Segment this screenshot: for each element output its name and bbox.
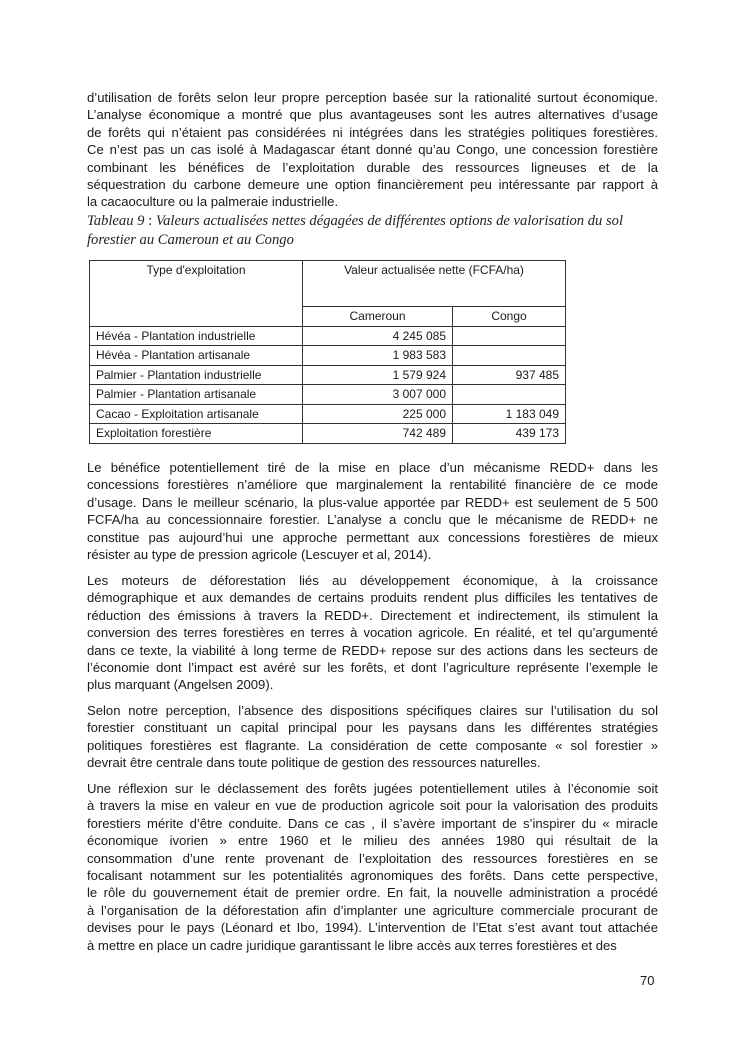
text-line: FCFA/ha au concessionnaire forestier. L’analyse a conclu que le mécanisme de REDD+ ne [87,512,658,528]
text-line: devises pour le pays (Léonard et Ibo, 1994). L’intervention de l’Etat s’est avant tout attachée [87,920,658,936]
cell-cameroun: 4 245 085 [303,326,453,346]
text-line: dans ce texte, la viabilité à long terme de REDD+ repose sur des actions dans les secteurs de [87,642,658,658]
text-line: le rôle du gouvernement était de premier ordre. En fait, la nouvelle administration a procédé [87,885,658,901]
cell-congo: 439 173 [453,424,566,444]
text-line: Les moteurs de déforestation liés au développement économique, à la croissance [87,573,658,588]
text-line: à mettre en place un cadre juridique garantissant le libre accès aux terres forestières et des [87,937,617,953]
paragraph-3 [87,572,658,694]
text-line: forestiers mérite d’être conduite. Dans ce cas , il s’avère important de s’inspirer du « miracle [87,815,658,831]
text-line: Le bénéfice potentiellement tiré de la mise en place d’un mécanisme REDD+ dans les [87,460,658,475]
cell-type: Palmier - Plantation industrielle [90,365,303,385]
table-row [90,424,566,444]
text-line: concessions forestières n’améliore que marginalement la rentabilité financière de ce mode [87,477,658,493]
value-table [89,260,566,444]
paragraph-4 [87,702,658,772]
cell-congo: 1 183 049 [453,404,566,424]
paragraph-1 [87,89,658,211]
table-row [90,326,566,346]
text-line: devrait être centrale dans toute politique de gestion des ressources naturelles. [87,755,541,771]
text-line: d’usage. Dans le meilleur scénario, la plus-value apportée par REDD+ est seulement de 5 500 [87,494,658,510]
cell-cameroun: 225 000 [303,404,453,424]
table-row [90,365,566,385]
cell-cameroun: 3 007 000 [303,385,453,405]
page-number: 70 [640,973,655,988]
text-line: de forêts qui n’étaient pas considérées ni intégrées dans les stratégies politiques forestières. [87,124,658,140]
header-congo: Congo [453,307,566,327]
header-value: Valeur actualisée nette (FCFA/ha) [303,261,566,307]
text-line: à l’organisation de la déforestation afin d’implanter une agriculture commerciale procurant de [87,902,658,918]
caption-text-2: forestier au Cameroun et au Congo [87,232,294,248]
cell-cameroun: 1 983 583 [303,346,453,366]
text-line: constitue pas aujourd’hui une approche permettant aux concessions forestières de mieux [87,529,658,545]
cell-type: Hévéa - Plantation industrielle [90,326,303,346]
cell-type: Exploitation forestière [90,424,303,444]
text-line: focalisant notamment sur les potentialités agronomiques des forêts. Dans cette perspective, [87,867,658,883]
text-line: résister au type de pression agricole (Lescuyer et al, 2014). [87,546,432,562]
cell-congo [453,385,566,405]
cell-congo [453,326,566,346]
text-line: consommation d’une rente provenant de l’exploitation des ressources forestières en se [87,850,658,866]
header-cameroun: Cameroun [303,307,453,327]
text-line: Ce n’est pas un cas isolé à Madagascar étant donné qu’au Congo, une concession forestière [87,142,658,158]
table-row [90,346,566,366]
cell-congo [453,346,566,366]
text-line: forestier constituant un capital principal pour les paysans dans les différentes stratégies [87,720,658,736]
caption-text: Valeurs actualisées nettes dégagées de différentes options de valorisation du sol [155,213,624,229]
text-line: séquestration du carbone demeure une option financièrement peu intéressante par rapport à [87,176,658,192]
table-caption: Tableau 9 : Valeurs actualisées nettes dégagées de différentes options de valorisation du sol forestier au Cameroun et au Congo [87,213,624,248]
header-type: Type d'exploitation [90,261,303,327]
text-line: démographique et aux demandes de certains produits rendent plus difficiles les tentatives de [87,590,658,606]
text-line: la cacaoculture ou la palmeraie industrielle. [87,194,339,210]
text-line: réduction des émissions à travers la REDD+. Directement et indirectement, ils stimulent la [87,607,658,623]
text-line: Selon notre perception, l’absence des dispositions spécifiques claires sur l’utilisation du sol [87,703,658,718]
cell-congo: 937 485 [453,365,566,385]
cell-type: Palmier - Plantation artisanale [90,385,303,405]
table-row [90,404,566,424]
text-line: politiques forestières est flagrante. La considération de cette composante « sol forestier » [87,737,658,753]
paragraph-2 [87,459,658,563]
text-line: l’économie dont l’impact est avéré sur les forêts, et dont l’agriculture représente l’exemple le [87,659,658,675]
text-line: conversion des terres forestières en terres à vocation agricole. En réalité, et tel qu’argumenté [87,625,658,641]
text-line: Une réflexion sur le déclassement des forêts jugées potentiellement utiles à l’économie soit [87,781,658,796]
text-line: à travers la mise en valeur en vue de production agricole soit pour la valorisation des produits [87,798,658,814]
paragraph-5 [87,780,658,954]
text-line: économique ivorien » entre 1960 et le milieu des années 1980 qui résultait de la [87,833,658,849]
table-row [90,385,566,405]
cell-cameroun: 1 579 924 [303,365,453,385]
caption-label: Tableau 9 [87,213,145,229]
text-line: plus marquant (Angelsen 2009). [87,677,274,693]
text-line: combinant les bénéfices de l’exploitation durable des ressources ligneuses et de la [87,159,658,175]
text-line: L’analyse économique a montré que plus avantageuses sont les autres alternatives d’usage [87,107,658,123]
text-line: d’utilisation de forêts selon leur propre perception basée sur la rationalité surtout économique. [87,90,658,105]
cell-cameroun: 742 489 [303,424,453,444]
cell-type: Hévéa - Plantation artisanale [90,346,303,366]
cell-type: Cacao - Exploitation artisanale [90,404,303,424]
